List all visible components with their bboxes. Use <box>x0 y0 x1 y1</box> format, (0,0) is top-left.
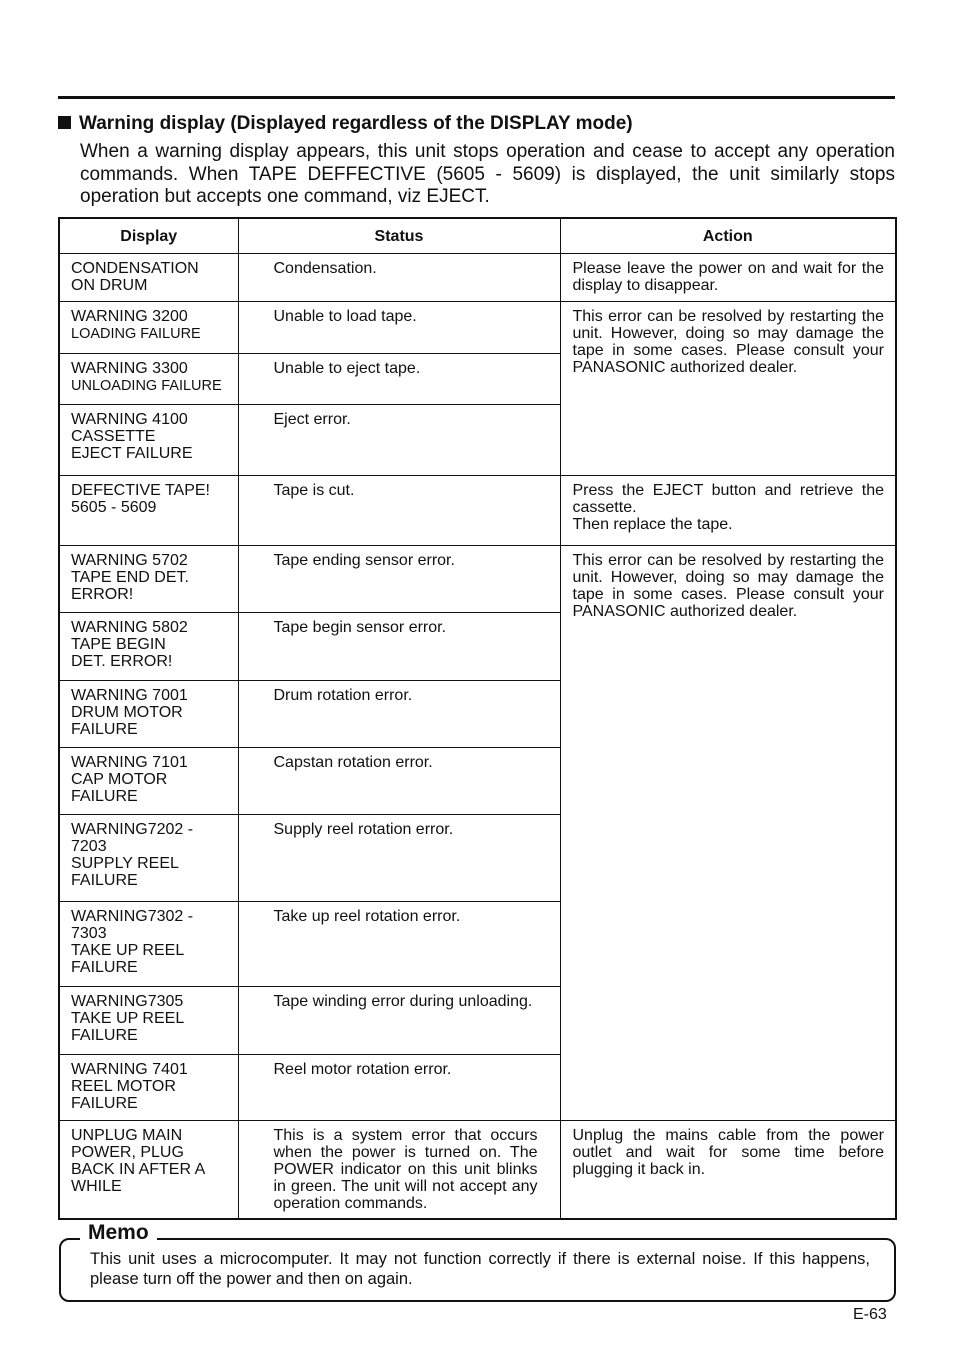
memo-text: This unit uses a microcomputer. It may not function correctly if there is external noise. If this happens, please turn off the power and then on again. <box>90 1250 870 1288</box>
status-cell: Supply reel rotation error. <box>238 815 560 902</box>
status-cell: Capstan rotation error. <box>238 748 560 815</box>
status-cell: Unable to eject tape. <box>238 354 560 405</box>
display-cell: WARNING 4100 CASSETTE EJECT FAILURE <box>59 405 238 476</box>
status-cell: This is a system error that occurs when the power is turned on. The POWER indicator on this unit blinks in green. The unit will not accept any operation commands. <box>238 1121 560 1219</box>
action-cell: Unplug the mains cable from the power outlet and wait for some time before plugging it back in. <box>560 1121 896 1219</box>
display-cell: WARNING 7001 DRUM MOTOR FAILURE <box>59 681 238 748</box>
section-heading-text: Warning display (Displayed regardless of the DISPLAY mode) <box>79 113 633 134</box>
display-cell: DEFECTIVE TAPE! 5605 - 5609 <box>59 476 238 546</box>
status-cell: Take up reel rotation error. <box>238 902 560 987</box>
display-cell: WARNING 5802 TAPE BEGIN DET. ERROR! <box>59 613 238 681</box>
header-display: Display <box>59 218 238 254</box>
table-row <box>59 546 896 613</box>
status-cell: Eject error. <box>238 405 560 476</box>
table-header-row <box>59 218 896 254</box>
status-cell: Unable to load tape. <box>238 302 560 354</box>
action-cell: This error can be resolved by restarting the unit. However, doing so may damage the tape in some cases. Please consult your PANASONIC authorized dealer. <box>560 302 896 476</box>
status-cell: Tape begin sensor error. <box>238 613 560 681</box>
square-bullet-icon <box>58 116 71 129</box>
status-cell: Condensation. <box>238 254 560 302</box>
display-cell: WARNING 3200 LOADING FAILURE <box>59 302 238 354</box>
warning-table <box>58 217 897 1220</box>
table-row <box>59 476 896 546</box>
table-row <box>59 1121 896 1219</box>
display-cell: WARNING 3300 UNLOADING FAILURE <box>59 354 238 405</box>
header-action: Action <box>560 218 896 254</box>
action-cell: Press the EJECT button and retrieve the cassette. Then replace the tape. <box>560 476 896 546</box>
status-cell: Reel motor rotation error. <box>238 1055 560 1121</box>
status-cell: Tape is cut. <box>238 476 560 546</box>
display-cell: WARNING 7101 CAP MOTOR FAILURE <box>59 748 238 815</box>
action-cell: Please leave the power on and wait for the display to disappear. <box>560 254 896 302</box>
intro-paragraph: When a warning display appears, this unit stops operation and cease to accept any operation commands. When TAPE DEFFECTIVE (5605 - 5609) is displayed, the unit similarly stops operation but accepts one command, viz EJECT. <box>80 141 895 207</box>
memo-title: Memo <box>80 1220 157 1246</box>
status-cell: Tape ending sensor error. <box>238 546 560 613</box>
status-cell: Tape winding error during unloading. <box>238 987 560 1055</box>
table-row <box>59 302 896 354</box>
status-cell: Drum rotation error. <box>238 681 560 748</box>
section-heading <box>58 112 895 136</box>
top-rule <box>58 96 895 99</box>
display-cell: WARNING7302 - 7303 TAKE UP REEL FAILURE <box>59 902 238 987</box>
display-cell: WARNING7202 - 7203 SUPPLY REEL FAILURE <box>59 815 238 902</box>
table-row <box>59 254 896 302</box>
action-cell: This error can be resolved by restarting the unit. However, doing so may damage the tape in some cases. Please consult your PANASONIC authorized dealer. <box>560 546 896 1121</box>
display-cell: UNPLUG MAIN POWER, PLUG BACK IN AFTER A WHILE <box>59 1121 238 1219</box>
display-cell: CONDENSATION ON DRUM <box>59 254 238 302</box>
display-cell: WARNING7305 TAKE UP REEL FAILURE <box>59 987 238 1055</box>
display-cell: WARNING 5702 TAPE END DET. ERROR! <box>59 546 238 613</box>
display-cell: WARNING 7401 REEL MOTOR FAILURE <box>59 1055 238 1121</box>
header-status: Status <box>238 218 560 254</box>
page-number: E-63 <box>853 1306 887 1323</box>
